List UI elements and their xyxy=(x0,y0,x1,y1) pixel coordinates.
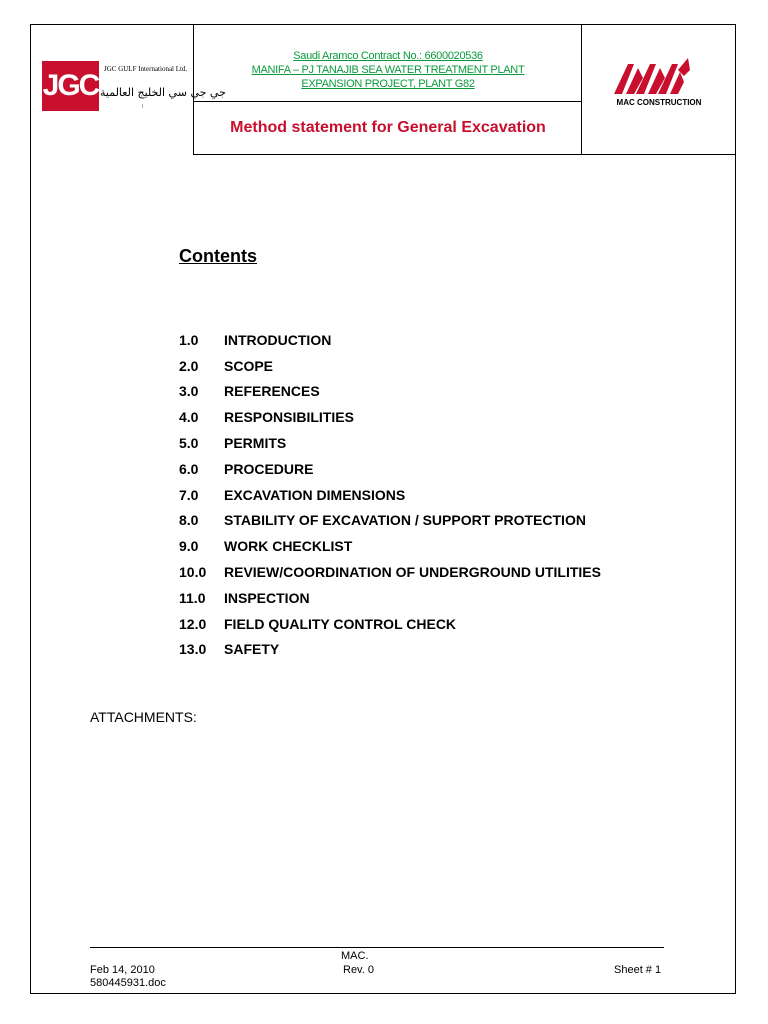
toc-item xyxy=(179,482,601,508)
toc-item xyxy=(179,611,601,637)
toc-number: 3.0 xyxy=(179,383,199,400)
toc-item xyxy=(179,533,601,559)
mac-logo-cell xyxy=(581,24,736,155)
toc-number: 8.0 xyxy=(179,512,199,529)
contract-lines xyxy=(194,49,582,91)
table-of-contents xyxy=(179,327,601,662)
toc-number: 5.0 xyxy=(179,435,199,452)
footer-company: MAC. xyxy=(341,950,369,962)
toc-title: RESPONSIBILITIES xyxy=(224,409,354,426)
toc-title: REFERENCES xyxy=(224,383,320,400)
jgc-logo-text: JGC xyxy=(42,69,99,102)
footer-date: Feb 14, 2010 xyxy=(90,964,155,976)
toc-title: PROCEDURE xyxy=(224,460,314,477)
toc-item xyxy=(179,508,601,534)
toc-number: 11.0 xyxy=(179,589,206,606)
toc-number: 10.0 xyxy=(179,564,207,581)
document-header xyxy=(30,24,736,155)
toc-item xyxy=(179,637,601,663)
contract-line-1: Saudi Aramco Contract No.: 6600020536 xyxy=(293,50,483,62)
mac-logo-icon xyxy=(612,56,692,96)
toc-title: REVIEW/COORDINATION OF UNDERGROUND UTILITIES xyxy=(224,564,601,581)
attachments-label: ATTACHMENTS: xyxy=(90,709,197,725)
jgc-logo-cell xyxy=(30,24,226,155)
toc-title: STABILITY OF EXCAVATION / SUPPORT PROTECTION xyxy=(224,512,586,529)
toc-item xyxy=(179,379,601,405)
contract-line-2: MANIFA – PJ TANAJIB SEA WATER TREATMENT PLANT xyxy=(251,64,525,76)
jgc-sub-mark: ا xyxy=(142,104,144,110)
jgc-company-name: JGC GULF International Ltd. xyxy=(104,65,188,73)
toc-title: PERMITS xyxy=(224,435,287,452)
mac-label: MAC CONSTRUCTION xyxy=(616,98,702,107)
toc-number: 1.0 xyxy=(179,331,199,348)
footer-sheet-number: Sheet # 1 xyxy=(614,964,662,976)
toc-title: SCOPE xyxy=(224,357,274,374)
toc-number: 4.0 xyxy=(179,409,199,426)
toc-number: 13.0 xyxy=(179,641,207,658)
toc-item xyxy=(179,456,601,482)
toc-title: FIELD QUALITY CONTROL CHECK xyxy=(224,615,457,632)
footer-filename: 580445931.doc xyxy=(90,977,166,989)
toc-item xyxy=(179,430,601,456)
toc-item xyxy=(179,404,601,430)
footer-revision: Rev. 0 xyxy=(343,964,374,976)
contents-heading: Contents xyxy=(179,246,257,266)
toc-title: SAFETY xyxy=(224,641,280,658)
title-cell xyxy=(193,101,582,155)
toc-title: INTRODUCTION xyxy=(224,331,332,348)
toc-item xyxy=(179,559,601,585)
contract-line-3: EXPANSION PROJECT, PLANT G82 xyxy=(301,78,475,90)
footer-divider xyxy=(90,947,664,948)
toc-number: 6.0 xyxy=(179,460,199,477)
toc-number: 12.0 xyxy=(179,615,207,632)
toc-title: WORK CHECKLIST xyxy=(224,538,353,555)
contract-info-cell xyxy=(193,24,582,102)
toc-title: INSPECTION xyxy=(224,589,310,606)
toc-item xyxy=(179,353,601,379)
toc-number: 9.0 xyxy=(179,538,199,555)
toc-title: EXCAVATION DIMENSIONS xyxy=(224,486,406,503)
toc-item xyxy=(179,327,601,353)
toc-number: 2.0 xyxy=(179,357,199,374)
document-title: Method statement for General Excavation xyxy=(230,119,546,136)
toc-number: 7.0 xyxy=(179,486,199,503)
jgc-logo xyxy=(42,61,99,111)
jgc-arabic-name: جي جي سي الخليج العالمية xyxy=(100,86,226,99)
toc-item xyxy=(179,585,601,611)
